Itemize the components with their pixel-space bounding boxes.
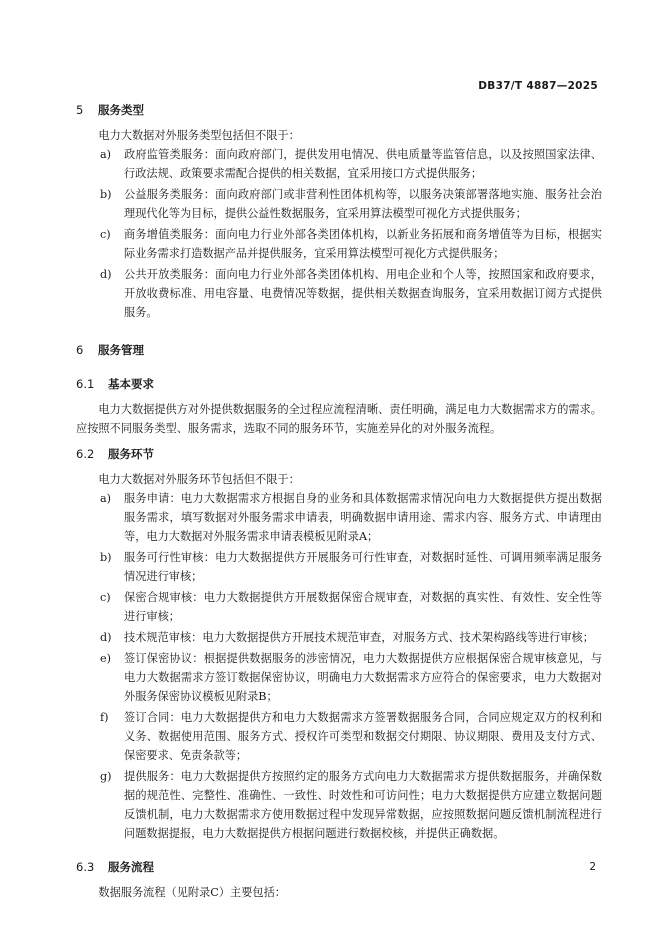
list-item-text: 公益服务类服务：面向政府部门或非营利性团体机构等，以服务决策部署落地实施、服务社会治理现代化等为目标，提供公益性数据服务，宜采用算法模型可视化方式提供服务；	[124, 188, 602, 220]
section-5-intro: 电力大数据对外服务类型包括但不限于：	[98, 129, 300, 142]
list-marker: c)	[100, 228, 111, 241]
list-item	[76, 588, 602, 626]
section-6-1-heading	[76, 374, 602, 394]
section-title: 服务管理	[98, 343, 144, 357]
standard-code: DB37/T 4887—2025	[478, 80, 598, 92]
section-number: 6.1	[76, 377, 95, 391]
list-marker: b)	[100, 551, 112, 564]
section-5-heading	[76, 100, 602, 120]
list-item-text: 签订合同：电力大数据提供方和电力大数据需求方签署数据服务合同，合同应规定双方的权利和义务、数据使用范围、服务方式、授权许可类型和数据交付期限、协议期限、费用及支付方式、保密要求、免责条款等；	[124, 711, 602, 762]
list-marker: g)	[100, 770, 112, 783]
section-6-heading	[76, 340, 602, 360]
section-6-2-list	[76, 489, 602, 843]
section-number: 5	[76, 103, 84, 117]
list-item-text: 商务增值类服务：面向电力行业外部各类团体机构，以新业务拓展和商务增值等为目标，根据实际业务需求打造数据产品并提供服务，宜采用算法模型可视化方式提供服务；	[124, 228, 602, 260]
section-title: 基本要求	[108, 377, 154, 391]
list-item	[76, 489, 602, 546]
section-number: 6.3	[76, 860, 95, 874]
list-item-text: 保密合规审核：电力大数据提供方开展数据保密合规审查，对数据的真实性、有效性、安全性等进行审核；	[124, 591, 602, 623]
list-item	[76, 708, 602, 765]
section-6-1-paragraph: 电力大数据提供方对外提供数据服务的全过程应流程清晰、责任明确，满足电力大数据需求方的需求。应按照不同服务类型、服务需求，选取不同的服务环节，实施差异化的对外服务流程。	[76, 403, 602, 435]
list-marker: c)	[100, 591, 111, 604]
list-item	[76, 649, 602, 706]
section-6-2-intro: 电力大数据对外服务环节包括但不限于：	[98, 473, 300, 486]
section-title: 服务流程	[108, 860, 154, 874]
list-item	[76, 767, 602, 843]
list-item	[76, 185, 602, 223]
list-marker: a)	[100, 492, 112, 505]
page-number: 2	[589, 861, 596, 873]
list-marker: e)	[100, 652, 111, 665]
list-item-text: 政府监管类服务：面向政府部门，提供发用电情况、供电质量等监管信息，以及按照国家法律、行政法规、政策要求需配合提供的相关数据，宜采用接口方式提供服务；	[124, 148, 602, 180]
section-6-2-heading	[76, 444, 602, 464]
page-content	[76, 100, 602, 902]
section-number: 6	[76, 343, 84, 357]
list-item	[76, 548, 602, 586]
list-item-text: 技术规范审核：电力大数据提供方开展技术规范审查，对服务方式、技术架构路线等进行审核；	[124, 631, 594, 644]
section-title: 服务环节	[108, 447, 154, 461]
list-item	[76, 145, 602, 183]
list-marker: a)	[100, 148, 112, 161]
list-marker: b)	[100, 188, 112, 201]
list-item-text: 服务可行性审核：电力大数据提供方开展服务可行性审查，对数据时延性、可调用频率满足服务情况进行审核；	[124, 551, 602, 583]
list-marker: d)	[100, 631, 112, 644]
list-item	[76, 628, 602, 647]
list-marker: d)	[100, 268, 112, 281]
list-item-text: 服务申请：电力大数据需求方根据自身的业务和具体数据需求情况向电力大数据提供方提出数据服务需求，填写数据对外服务需求申请表，明确数据申请用途、需求内容、服务方式、申请理由等，电力大数据对外服务需求申请表模板见附录A；	[124, 492, 602, 543]
section-5-list	[76, 145, 602, 322]
section-number: 6.2	[76, 447, 95, 461]
section-title: 服务类型	[98, 103, 144, 117]
section-6-3-heading	[76, 857, 602, 877]
list-item	[76, 265, 602, 322]
list-item-text: 公共开放类服务：面向电力行业外部各类团体机构、用电企业和个人等，按照国家和政府要求，开放收费标准、用电容量、电费情况等数据，提供相关数据查询服务，宜采用数据订阅方式提供服务。	[124, 268, 602, 319]
list-marker: f)	[100, 711, 109, 724]
list-item-text: 提供服务：电力大数据提供方按照约定的服务方式向电力大数据需求方提供数据服务，并确保数据的规范性、完整性、准确性、一致性、时效性和可访问性；电力大数据提供方应建立数据问题反馈机制，电力大数据需求方使用数据过程中发现异常数据，应按照数据问题反馈机制流程进行问题数据提报，电力大数据提供方根据问题进行数据校核，并提供正确数据。	[124, 770, 602, 840]
section-6-3-intro: 数据服务流程（见附录C）主要包括：	[98, 886, 286, 899]
list-item	[76, 225, 602, 263]
list-item-text: 签订保密协议：根据提供数据服务的涉密情况，电力大数据提供方应根据保密合规审核意见，与电力大数据需求方签订数据保密协议，明确电力大数据需求方应符合的保密要求，电力大数据对外服务保密协议模板见附录B；	[124, 652, 602, 703]
